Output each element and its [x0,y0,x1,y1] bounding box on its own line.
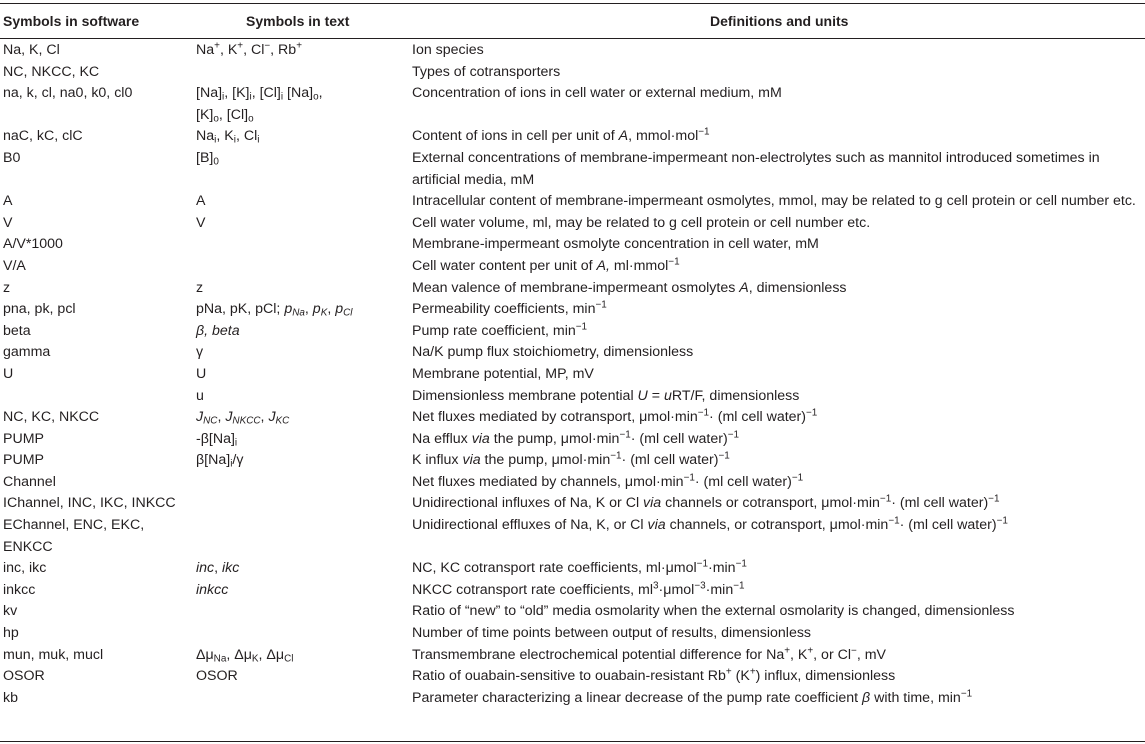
cell-definition: External concentrations of membrane-impermeant non-electrolytes such as mannitol introduced sometimes in artificial media, mM [412,149,1100,188]
cell-definition: Transmembrane electrochemical potential difference for Na+, K+, or Cl−, mV [412,645,886,663]
table-row [0,148,1145,191]
cell-text-symbol: β, beta [196,322,240,339]
cell-text-symbol [196,234,412,256]
cell-definition: Cell water volume, ml, may be related to g cell protein or cell number etc. [412,214,871,231]
cell-definition: Unidirectional effluxes of Na, K, or Cl via channels, or cotransport, $\mu mol\cdot\min^{-1}\cdot (ml$ cell water)$^{-1}$ [412,515,1008,534]
cell-text-symbol [196,256,412,278]
cell-text-symbol: inc, ikc [196,560,240,577]
cell-software-symbol: gamma [3,344,51,361]
cell-software-symbol: NC, NKCC, KC [3,63,100,80]
cell-software-symbol: mun, muk, mucl [3,646,104,663]
cell-definition: Ion species [412,42,484,58]
table-row [0,429,1145,451]
cell-text-symbol: $\Delta\mu_{Na}$, $\Delta\mu_K$, $\Delta\mu_{Cl}$ [196,646,294,665]
cell-software-symbol: Na, K, Cl [3,42,60,58]
cell-definition: NC, KC cotransport rate coefficients, $ml\cdot\mu mol^{-1}\cdot\min^{-1}$ [412,558,747,577]
cell-definition: Concentration of ions in cell water or external medium, mM [412,85,782,102]
cell-definition: Number of time points between output of results, dimensionless [412,625,812,642]
cell-software-symbol: Channel [3,473,56,490]
table-row [0,126,1145,148]
table-row [0,407,1145,429]
table-row [0,515,1145,558]
table-header-row [0,4,1145,38]
table-row [0,450,1145,472]
cell-text-symbol: inkcc [196,581,229,598]
table-row [0,342,1145,364]
cell-definition: Pump rate coefficient, $\min^{-1}$ [412,321,588,339]
cell-software-symbol: A/V*1000 [3,236,63,253]
cell-software-symbol: A [3,193,13,210]
table-row [0,601,1145,623]
cell-text-symbol: $-\beta[Na]_i$ [196,430,238,449]
cell-text-symbol: A [196,193,206,210]
cell-definition: Intracellular content of membrane-impermeant osmolytes, mmol, may be related to g cell protein or cell number etc. [412,193,1136,210]
cell-definition: Na/K pump flux stoichiometry, dimensionless [412,344,694,361]
cell-text-symbol: V [196,214,206,231]
table-row [0,40,1145,62]
cell-text-symbol [196,472,412,494]
table-row [0,299,1145,321]
cell-definition: Ratio of ouabain-sensitive to ouabain-resistant Rb+ (K+) influx, dimensionless [412,666,896,685]
cell-definition: Permeability coefficients, $\min^{-1}$ [412,299,607,318]
cell-software-symbol: pna, pk, pcl [3,301,76,318]
cell-text-symbol [196,493,412,515]
header-symbols-in-software: Symbols in software [3,13,140,29]
cell-text-symbol: $[Na]_i$, $[K]_i$, $[Cl]_i$ $[Na]_o$, $[K]_o$, $[Cl]_o$ [196,85,323,125]
cell-software-symbol: OSOR [3,668,45,685]
table-row [0,213,1145,235]
table-row [0,580,1145,602]
cell-software-symbol: kv [3,603,18,620]
table-header-rule [0,38,1145,39]
cell-software-symbol: inkcc [3,581,36,598]
cell-text-symbol [196,601,412,623]
cell-software-symbol: PUMP [3,452,44,469]
cell-definition: Na efflux via the pump, $\mu mol\cdot\min^{-1}\cdot (ml$ cell water)$^{-1}$ [412,429,740,447]
cell-software-symbol: V/A [3,257,26,274]
table-row [0,666,1145,688]
cell-software-symbol: IChannel, INC, IKC, INKCC [3,495,176,512]
table-row [0,364,1145,386]
cell-definition: Mean valence of membrane-impermeant osmolytes A, dimensionless [412,279,847,296]
cell-definition: Content of ions in cell per unit of A, mmol·mol$^{-1}$ [412,126,710,145]
table-row [0,191,1145,213]
cell-text-symbol [196,515,412,558]
cell-text-symbol: $J_{NC}$, $J_{NKCC}$, $J_{KC}$ [196,409,290,427]
cell-text-symbol: γ [196,344,204,361]
cell-text-symbol: z [196,279,204,296]
cell-software-symbol: V [3,214,13,231]
table-row [0,321,1145,343]
cell-text-symbol [196,623,412,645]
table-row [0,688,1145,710]
cell-definition: Dimensionless membrane potential U = uRT/F, dimensionless [412,387,800,404]
table-row [0,623,1145,645]
cell-definition: Types of cotransporters [412,63,561,80]
table-row [0,645,1145,667]
cell-text-symbol: $\beta[Na]_i/\gamma$ [196,452,244,470]
table-row [0,256,1145,278]
cell-definition: Net fluxes mediated by cotransport, $\mu mol\cdot\min^{-1}\cdot (ml$ cell water)$^{-1}$ [412,407,818,426]
table-row [0,472,1145,494]
cell-definition: Unidirectional influxes of Na, K or Cl via channels or cotransport, $\mu mol\cdot\min^{-1}\cdot (ml$ cell water)$^{-1}$ [412,494,1000,512]
table-row [0,558,1145,580]
cell-definition: Membrane potential, MP, mV [412,365,594,382]
cell-software-symbol: na, k, cl, na0, k0, cl0 [3,85,133,102]
table-row [0,83,1145,126]
cell-software-symbol: naC, kC, clC [3,128,83,145]
table-row [0,234,1145,256]
cell-definition: Membrane-impermeant osmolyte concentration in cell water, mM [412,236,819,253]
cell-text-symbol: OSOR [196,668,238,685]
cell-software-symbol: NC, KC, NKCC [3,409,100,426]
cell-definition: K influx via the pump, $\mu mol\cdot\min^{-1}\cdot (ml$ cell water)$^{-1}$ [412,450,730,469]
cell-software-symbol [0,386,196,408]
table-row [0,62,1145,84]
cell-software-symbol: inc, ikc [3,560,47,577]
cell-text-symbol: $[B]_0$ [196,149,219,168]
cell-text-symbol [196,688,412,710]
header-symbols-in-text: Symbols in text [246,13,350,29]
cell-text-symbol: u [196,387,204,404]
table-bottom-rule [0,741,1145,742]
table-body [0,40,1145,709]
table-row [0,386,1145,408]
cell-definition: Net fluxes mediated by channels, $\mu mol\cdot\min^{-1}\cdot (ml$ cell water)$^{-1}$ [412,472,804,490]
cell-text-symbol: pNa, pK, pCl; $p_{Na}$, $p_K$, $p_{Cl}$ [196,301,353,319]
cell-software-symbol: beta [3,322,31,339]
cell-definition: Cell water content per unit of A, ml·mmol$^{-1}$ [412,256,680,274]
cell-definition: Ratio of “new” to “old” media osmolarity when the external osmolarity is changed, dimensionless [412,603,1015,620]
cell-software-symbol: U [3,365,14,382]
cell-software-symbol: z [3,279,11,296]
cell-definition: Parameter characterizing a linear decrease of the pump rate coefficient β with time, $\min^{-1}$ [412,688,973,706]
cell-software-symbol: B0 [3,149,21,166]
cell-definition: NKCC cotransport rate coefficients, $ml^3\cdot\mu mol^{-3}\cdot\min^{-1}$ [412,580,745,598]
table-row [0,493,1145,515]
cell-text-symbol [196,62,412,84]
cell-text-symbol: U [196,365,207,382]
cell-software-symbol: hp [3,625,19,642]
cell-software-symbol: PUMP [3,430,44,447]
cell-text-symbol: Na+, K+, Cl−, Rb+ [196,40,302,58]
table-row [0,278,1145,300]
cell-software-symbol: EChannel, ENC, EKC, ENKCC [3,517,145,555]
cell-text-symbol: $Na_i$, $K_i$, $Cl_i$ [196,128,260,146]
header-definitions-and-units: Definitions and units [710,13,849,29]
cell-software-symbol: kb [3,689,18,706]
